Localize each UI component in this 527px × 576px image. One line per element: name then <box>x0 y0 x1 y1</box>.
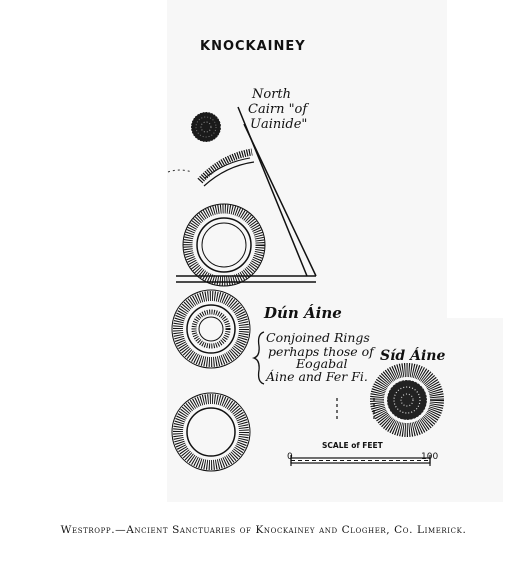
sid-aine-label: Síd Áine <box>380 348 446 364</box>
conjoined-rings-label-2: perhaps those of <box>268 344 374 359</box>
dun-aine-label: Dún Áine <box>264 304 342 322</box>
scale-max-label: 100 <box>421 452 439 462</box>
north-cairn <box>191 112 221 142</box>
conjoined-rings-label-4: Áine and Fer Fi. <box>266 369 368 384</box>
north-cairn-label-2: Cairn "of <box>248 102 308 117</box>
map-title: KNOCKAINEY <box>200 39 306 54</box>
figure-caption: Westropp.—Ancient Sanctuaries of Knockainey and Clogher, Co. Limerick. <box>60 524 467 536</box>
north-cairn-label-3: Uainide" <box>250 117 308 132</box>
plate-background <box>167 0 447 502</box>
plate-background-right <box>447 318 503 502</box>
north-cairn-label-1: North <box>252 87 292 102</box>
scale-min-label: 0 <box>287 452 293 462</box>
conjoined-rings-label-3: Eogabal <box>296 356 348 371</box>
conjoined-rings-label-1: Conjoined Rings <box>266 330 370 345</box>
scale-title: SCALE of FEET <box>322 441 383 450</box>
